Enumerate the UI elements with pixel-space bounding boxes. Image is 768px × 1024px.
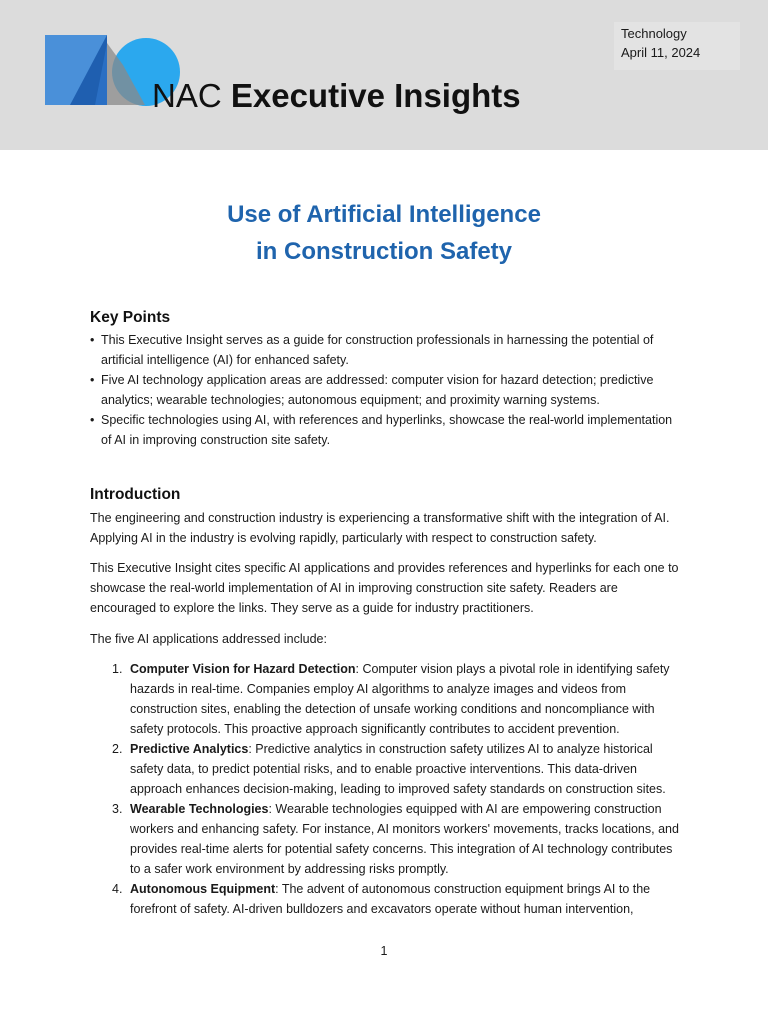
brand-title [152,76,521,116]
key-point-text: Five AI technology application areas are addressed: computer vision for hazard detection; predictive analytics; wearable technologies; autonomous equipment; and proximity warning systems. [101,373,654,407]
list-item [90,879,680,919]
item-number: 2. [112,742,123,756]
applications-list [90,659,680,919]
intro-paragraph: The engineering and construction industry is experiencing a transformative shift with the integration of AI. Applying AI in the industry is evolving rapidly, particularly with respect to construction safety. [90,511,670,545]
category-label: Technology [621,26,687,41]
key-point-text: Specific technologies using AI, with references and hyperlinks, showcase the real-world implementation of AI in improving construction site safety. [101,413,673,447]
page-number: 1 [380,944,388,958]
application-text: : Predictive analytics in construction safety utilizes AI to analyze historical safety data, to predict potential risks, and to enable proactive interventions. This data-driven approach enhances decision-making, leading to improved safety standards on construction sites. [130,742,666,796]
item-number: 1. [112,662,123,676]
publication-date: April 11, 2024 [621,45,701,60]
list-item [90,370,680,410]
bullet-icon: • [90,413,95,427]
intro-paragraph: This Executive Insight cites specific AI applications and provides references and hyperlinks for each one to showcase the real-world implementation of AI in improving construction site safety. Readers are encouraged to explore the links. They serve as a guide for industry practitioners. [90,561,679,615]
item-number: 3. [112,802,123,816]
application-term: Predictive Analytics [130,742,249,756]
list-item [90,799,680,879]
intro-paragraph: The five AI applications addressed include: [90,632,327,646]
bullet-icon: • [90,333,95,347]
page-header [0,0,768,150]
meta-box [614,22,740,70]
brand-main: Executive Insights [230,77,521,114]
key-points-heading: Key Points [90,309,171,326]
list-item [90,330,680,370]
document-title [0,196,768,270]
item-number: 4. [112,882,123,896]
list-item [90,739,680,799]
application-text: : Wearable technologies equipped with AI are empowering construction workers and enhancing safety. For instance, AI monitors workers' movements, tracks locations, and provides real-time alerts for potential safety concerns. This integration of AI technology contributes to a safer work environment by addressing risks promptly. [130,802,679,876]
introduction-heading: Introduction [90,486,181,503]
application-term: Wearable Technologies [130,802,269,816]
bullet-icon: • [90,373,95,387]
application-term: Computer Vision for Hazard Detection [130,662,356,676]
list-item [90,659,680,739]
title-line-1: Use of Artificial Intelligence [227,201,541,228]
list-item [90,410,680,450]
key-point-text: This Executive Insight serves as a guide for construction professionals in harnessing the potential of artificial intelligence (AI) for enhanced safety. [101,333,654,367]
application-text: : Computer vision plays a pivotal role in identifying safety hazards in real-time. Companies employ AI algorithms to analyze images and videos from construction sites, enabling the detection of unsafe working conditions and noncompliance with safety protocols. This proactive approach significantly contributes to accident prevention. [130,662,670,736]
application-term: Autonomous Equipment [130,882,276,896]
application-text: : The advent of autonomous construction equipment brings AI to the forefront of safety. AI-driven bulldozers and excavators operate without human intervention, [130,882,651,916]
brand-prefix: NAC [152,77,222,114]
title-line-2: in Construction Safety [255,238,513,265]
key-points-list [90,330,680,450]
